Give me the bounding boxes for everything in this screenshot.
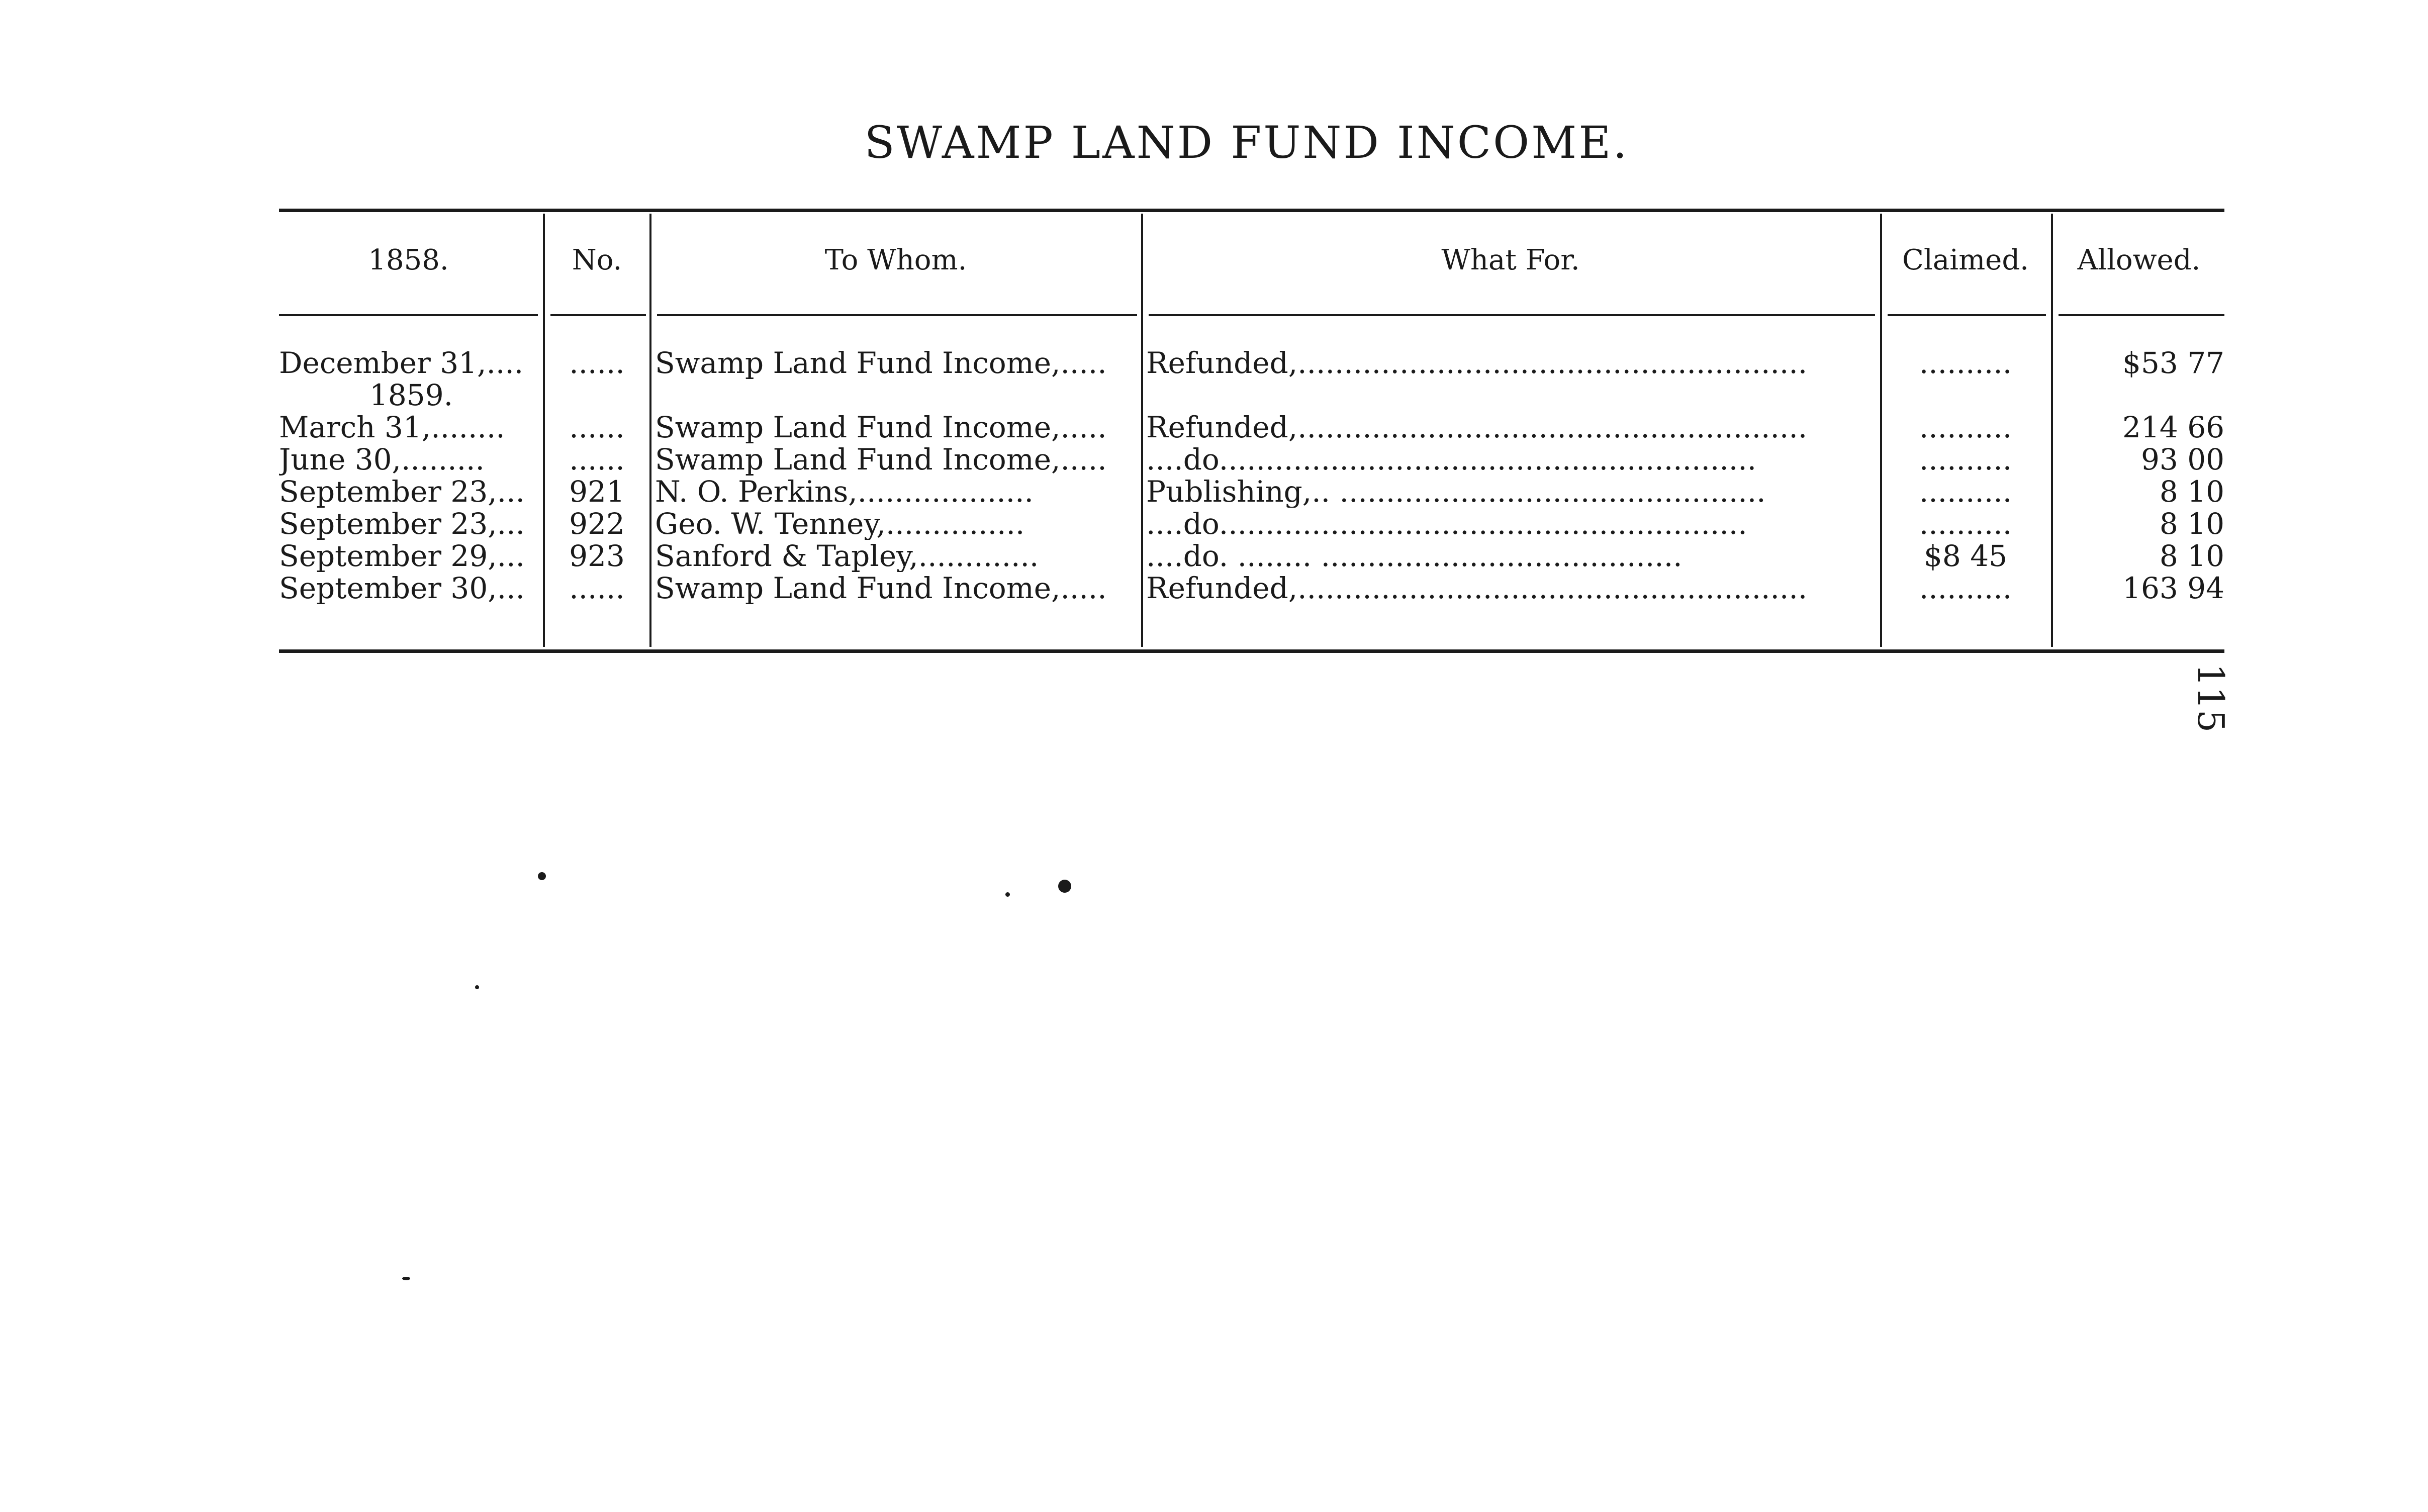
cell-no: ...... (569, 443, 625, 476)
ink-speck (402, 1277, 410, 1280)
ink-speck (475, 985, 479, 989)
header-rule (1888, 314, 2046, 316)
cell-no: ...... (569, 411, 625, 443)
cell-what-for: Refunded,....................................................... (1146, 411, 1808, 443)
cell-date: September 30,... (279, 572, 525, 604)
cell-allowed: 8 10 (2159, 540, 2224, 572)
cell-allowed: 8 10 (2159, 508, 2224, 540)
cell-no: ...... (569, 347, 625, 379)
cell-date: March 31,........ (279, 411, 505, 443)
table-row (279, 540, 2224, 572)
cell-date: June 30,......... (279, 443, 485, 476)
cell-to-whom: Sanford & Tapley,............. (655, 540, 1039, 572)
page-number: 115 (2190, 664, 2232, 733)
cell-date: September 23,... (279, 476, 525, 508)
cell-date: September 29,... (279, 540, 525, 572)
ink-speck (1005, 892, 1010, 897)
cell-to-whom: N. O. Perkins,................... (655, 476, 1034, 508)
cell-claimed: .......... (1919, 411, 2012, 443)
table-bottom-rule (279, 649, 2224, 653)
header-rule (1149, 314, 1875, 316)
cell-claimed: $8 45 (1923, 540, 2008, 572)
cell-allowed: $53 77 (2122, 347, 2224, 379)
ink-speck (538, 872, 546, 880)
cell-what-for: ....do.......................................................... (1146, 443, 1757, 476)
year-label: 1859. (369, 378, 453, 412)
cell-claimed: .......... (1919, 572, 2012, 604)
table-row (279, 476, 2224, 508)
cell-to-whom: Swamp Land Fund Income,..... (655, 572, 1107, 604)
cell-claimed: .......... (1919, 476, 2012, 508)
cell-what-for: ....do. ........ ....................................... (1146, 540, 1683, 572)
cell-allowed: 8 10 (2159, 476, 2224, 508)
header-what-for: What For. (1441, 244, 1580, 276)
table-row (279, 572, 2224, 604)
header-rule (550, 314, 646, 316)
cell-claimed: .......... (1919, 443, 2012, 476)
header-date: 1858. (368, 244, 449, 276)
cell-date: September 23,... (279, 508, 525, 540)
header-rule (657, 314, 1137, 316)
page-title: SWAMP LAND FUND INCOME. (864, 117, 1629, 168)
cell-what-for: Refunded,....................................................... (1146, 347, 1808, 379)
table-row (279, 508, 2224, 540)
cell-to-whom: Swamp Land Fund Income,..... (655, 411, 1107, 443)
cell-date: December 31,.... (279, 347, 524, 379)
table-row (279, 443, 2224, 476)
table-row (279, 411, 2224, 443)
cell-allowed: 214 66 (2122, 411, 2224, 443)
cell-no: 922 (569, 508, 625, 540)
header-claimed: Claimed. (1902, 244, 2029, 276)
cell-what-for: Refunded,....................................................... (1146, 572, 1808, 604)
cell-no: 921 (569, 476, 625, 508)
header-allowed: Allowed. (2077, 244, 2201, 276)
ledger-table (279, 209, 2224, 651)
cell-allowed: 163 94 (2122, 572, 2224, 604)
header-rule (279, 314, 538, 316)
cell-claimed: .......... (1919, 508, 2012, 540)
cell-claimed: .......... (1919, 347, 2012, 379)
table-top-rule (279, 209, 2224, 212)
header-to-whom: To Whom. (824, 244, 967, 276)
cell-allowed: 93 00 (2140, 443, 2224, 476)
cell-to-whom: Geo. W. Tenney,............... (655, 508, 1025, 540)
table-row (279, 347, 2224, 379)
cell-no: 923 (569, 540, 625, 572)
cell-to-whom: Swamp Land Fund Income,..... (655, 443, 1107, 476)
ink-speck (1058, 880, 1071, 893)
cell-to-whom: Swamp Land Fund Income,..... (655, 347, 1107, 379)
header-no: No. (572, 244, 622, 276)
year-break-row (279, 379, 2224, 411)
cell-no: ...... (569, 572, 625, 604)
header-rule (2059, 314, 2224, 316)
cell-what-for: ....do......................................................... (1146, 508, 1747, 540)
cell-what-for: Publishing,.. .............................................. (1146, 476, 1766, 508)
